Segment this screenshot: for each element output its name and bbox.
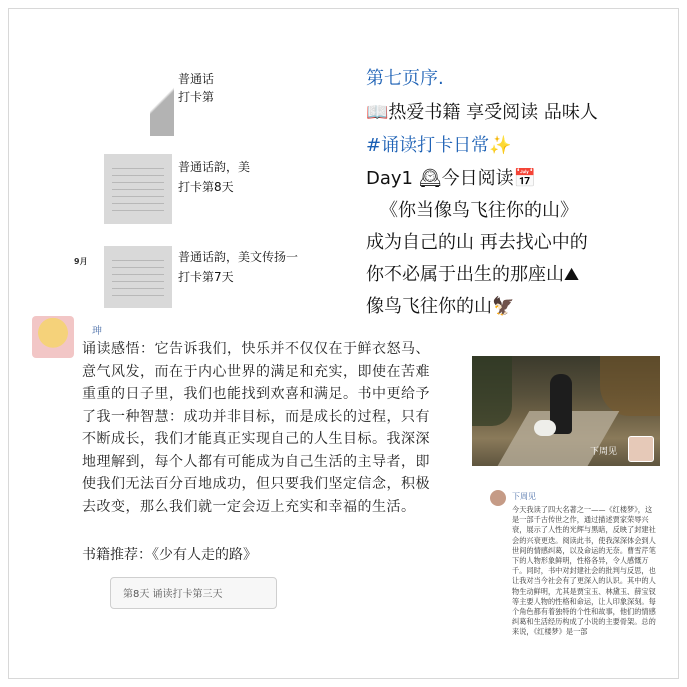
- avatar[interactable]: [32, 316, 74, 358]
- book-recommendation: 书籍推荐：《少有人走的路》: [82, 547, 257, 563]
- note-body: 诵读感悟：它告诉我们，快乐并不仅仅在于鲜衣怒马、意气风发，而在于内心世界的满足和充实，即使在苦难重重的日子里，我们也能找到欢喜和满足。书中更给予了我一种智慧：成功并非目标，而是成长的过程，只有不断成长，我们才能真正实现自己的人生目标。我深深地理解到，每个人都有可能成为自己生活的主导者，即使我们无法百分百地成功，但只要我们坚定信念，积极去改变，那么我们就一定会迈上充实和幸福的生活。: [82, 341, 430, 515]
- poem-line: Day1 🕰今日阅读📅: [366, 168, 536, 189]
- feed-item-subtitle: 打卡第7天: [178, 270, 234, 284]
- avatar[interactable]: [490, 490, 506, 506]
- tree: [472, 356, 512, 426]
- poem-line: 📖热爱书籍 享受阅读 品味人: [366, 102, 598, 123]
- hashtag[interactable]: #诵读打卡日常✨: [366, 135, 512, 156]
- tree: [600, 356, 660, 416]
- post-body: 今天我读了四大名著之一——《红楼梦》，这是一部千古传世之作，通过描述贾家荣辱兴衰，展示了人性的光辉与黑暗，反映了封建社会的兴衰更迭。阅读此书，使我深深体会到人世间的情感纠葛，以及命运的无奈。曹雪芹笔下的人物形象鲜明，性格各异，令人感慨万千。同时，书中对封建社会的批判与反思，也让我对当今社会有了更深入的认识。其中的人物生动鲜明，尤其是贾宝玉、林黛玉、薛宝钗等主要人物的性格和命运，让人印象深刻。每个角色都有着独特的个性和故事，他们的情感纠葛和生活经历构成了小说的主要骨架。总的来说，《红楼梦》是一部: [512, 505, 656, 637]
- feed-thumbnail[interactable]: [104, 246, 172, 308]
- dog: [534, 420, 556, 436]
- feed-thumbnail[interactable]: [150, 66, 174, 136]
- book-title: 《你当像鸟飞往你的山》: [380, 200, 578, 221]
- feed-thumbnail[interactable]: [104, 154, 172, 224]
- avatar: [628, 436, 654, 462]
- photo-watermark: 下周见: [590, 447, 618, 457]
- card-text: 第8天 诵读打卡第三天: [123, 589, 223, 600]
- feed-item-subtitle: 打卡第8天: [178, 180, 234, 194]
- page-heading: 第七页序.: [366, 68, 444, 89]
- username[interactable]: 下周见: [512, 492, 536, 501]
- username[interactable]: 珅: [92, 326, 102, 337]
- poem-line: 你不必属于出生的那座山⛰: [366, 264, 580, 285]
- poem-line: 像鸟飞往你的山🦅: [366, 296, 515, 317]
- feed-item-subtitle: 打卡第: [178, 90, 215, 104]
- attachment-card[interactable]: [110, 577, 277, 609]
- feed-list: [0, 0, 340, 310]
- month-label: 9月: [74, 257, 88, 266]
- feed-item-title: 普通话: [178, 72, 215, 86]
- photo[interactable]: [472, 356, 660, 466]
- feed-item-title: 普通话韵，美文传扬一: [178, 250, 299, 264]
- poem-line: 成为自己的山 再去找心中的: [366, 232, 588, 253]
- feed-item-title: 普通话韵，美: [178, 160, 251, 174]
